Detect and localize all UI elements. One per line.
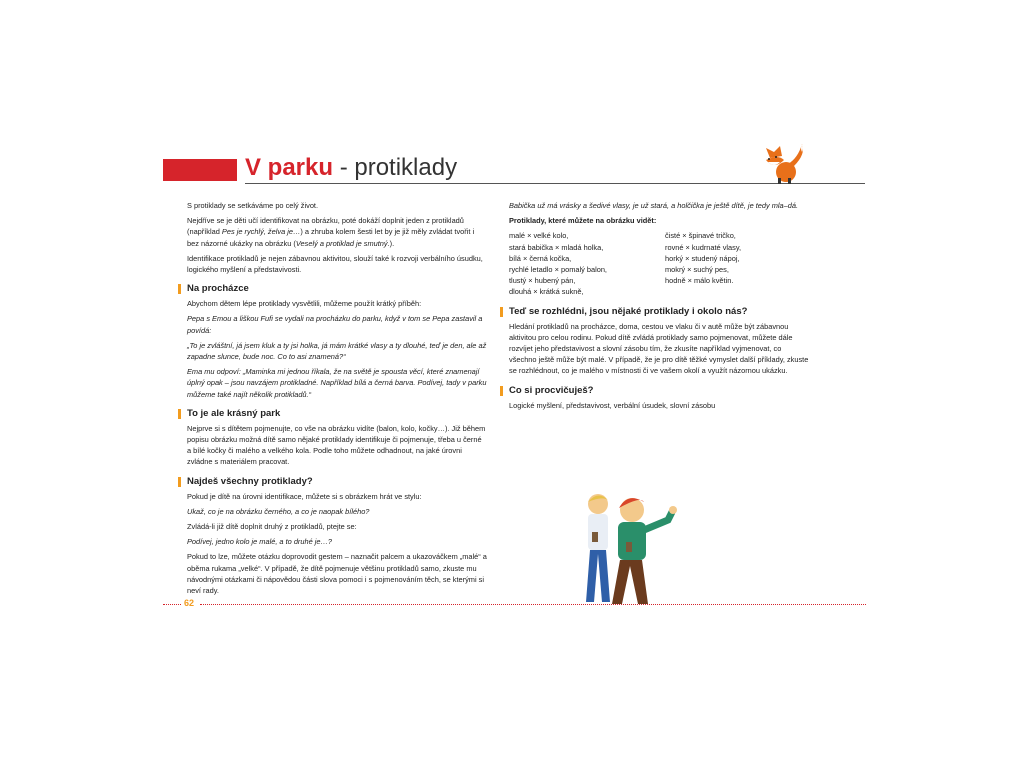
heading-najdes-protiklady: Najdeš všechny protiklady? [178,475,487,489]
page-title: V parku - protiklady [245,154,458,181]
list-item: čisté × špinavé tričko, [665,231,736,241]
paragraph-search: Hledání protikladů na procházce, doma, cestou ve vlaku či v autě může být zábavnou aktivitou pro celou rodinu. Pokud dítě zvládá protiklady samo pojmenovat, můžete dále rozvíjet jeho představivost a slovní zásobu tím, že zkusíte například vyjmenovat, co všechno ještě může být malé. V případě, že je pro dítě těžké vymyslet další příklady, zkuste se rozhlédnout, co je malého v místnosti či ve vašem okolí a využít názornou ukázku. [509,321,809,376]
footer-dots-left [163,604,181,605]
list-item: tlustý × hubený pán, [509,276,576,286]
list-item: rovné × kudrnaté vlasy, [665,242,742,252]
opposites-list-right [665,230,741,297]
list-item: mokrý × suchý pes, [665,265,729,275]
question-2: Podívej, jedno kolo je malé, a to druhé je…? [187,537,333,547]
children-illustration [572,490,684,606]
paragraph-complete: Zvládá-li již dítě doplnit druhý z protikladů, ptejte se: [187,522,357,532]
intro-2: Nejdříve se je děti učí identifikovat na obrázku, poté dokáží doplnit jeden z protikladů (například Pes je rychlý, želva je…) a zhruba kolem šesti let by je již měly zvládat tvořit i bez názorné ukázky na obrázku (Veselý a protiklad je smutný.). [187,216,475,248]
intro-1: S protiklady se setkáváme po celý život. [187,201,319,210]
paragraph-gesture: Pokud to lze, můžete otázku doprovodit gestem – naznačit palcem a ukazováčkem „malé“ a oběma rukama „velké“. V případě, že dítě pojmenuje většinu protikladů samo, zkuste mu návodnými otázkami či nápovědou části slova pomoci i s pojmenováním těch, se kterými si neví rady. [187,552,487,596]
title-accent-bar [163,159,237,181]
list-item: bílá × černá kočka, [509,253,572,263]
heading-na-prochazce: Na procházce [178,282,487,296]
list-item: horký × studený nápoj, [665,253,740,263]
left-column [187,200,487,600]
heading-rozhledni-se: Teď se rozhlédni, jsou nějaké protiklady i okolo nás? [500,305,809,319]
story-1: Pepa s Emou a liškou Fufi se vydali na procházku do parku, když v tom se Pepa zastavil a povídá: [187,314,483,335]
paragraph-identification: Pokud je dítě na úrovni identifikace, můžete si s obrázkem hrát ve stylu: [187,491,422,501]
list-item: rychlé letadlo × pomalý balon, [509,265,607,275]
story-2: „To je zvláštní, já jsem kluk a ty jsi holka, já mám krátké vlasy a ty dlouhé, teď je den, ale až zapadne slunce, bude noc. Co to asi znamená?“ [187,340,487,362]
opposites-list-left [509,230,665,297]
opposites-list [509,230,809,297]
list-item: dlouhá × krátká sukně, [509,287,584,297]
story-3: Ema mu odpoví: „Maminka mi jednou říkala, že na světě je spousta věcí, které znamenají úplný opak – jsou navzájem protikladné. Například bílá a černá barva. Podívej, tady v parku můžeme také najít několik protikladů.“ [187,367,487,399]
fox-illustration [758,140,808,184]
footer-rule [200,604,866,605]
list-item: malé × velké kolo, [509,231,569,241]
question-1: Ukaž, co je na obrázku černého, a co je naopak bílého? [187,506,370,516]
page-number: 62 [184,598,195,608]
paragraph-skills: Logické myšlení, představivost, verbální úsudek, slovní zásobu [509,400,716,410]
heading-krasny-park: To je ale krásný park [178,407,487,421]
grandma-quote: Babička už má vrásky a šedivé vlasy, je už stará, a holčička je ještě dítě, je tedy mla–dá. [509,201,799,210]
list-item: hodně × málo květin. [665,276,734,286]
right-column [509,200,809,415]
paragraph-park: Nejprve si s dítětem pojmenujte, co vše na obrázku vidíte (balon, kolo, kočky…). Již během popisu obrázku možná dítě samo nějaké protiklady identifikuje či pojmenuje, třeba u černé a bílé kočky či malého a velkého kola. Podle toho můžete odhadnout, na jaké úrovni zvládne s materiálem pracovat. [187,423,486,467]
list-item: stará babička × mladá holka, [509,242,604,252]
list-title: Protiklady, které můžete na obrázku vidět: [509,216,657,226]
paragraph-story-lead: Abychom dětem lépe protiklady vysvětlili, můžeme použít krátký příběh: [187,299,422,309]
intro-3: Identifikace protikladů je nejen zábavnou aktivitou, slouží také k rozvoji verbálního úsudku, logického myšlení a představivosti. [187,253,483,275]
heading-co-si-procvicujes: Co si procvičuješ? [500,384,809,398]
